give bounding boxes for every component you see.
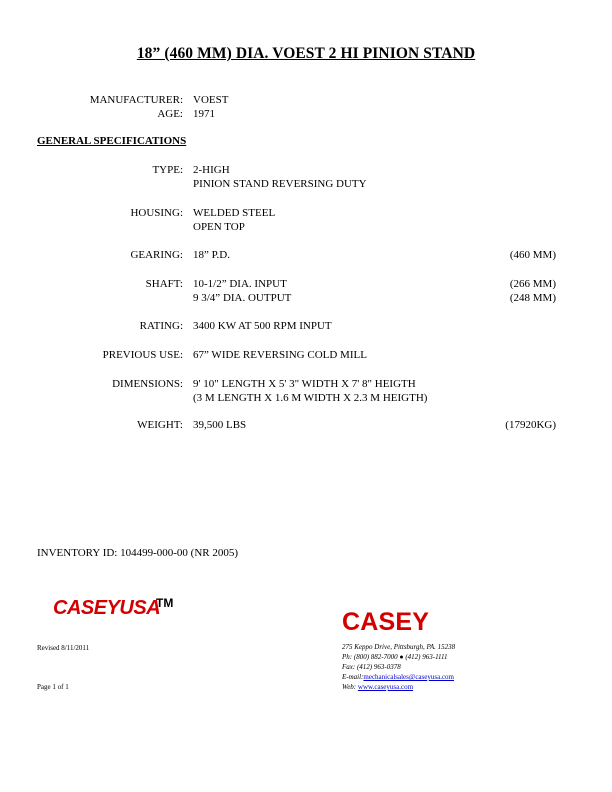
housing-line-2: OPEN TOP xyxy=(193,221,245,233)
section-title: GENERAL SPECIFICATIONS xyxy=(37,135,187,147)
shaft-label: SHAFT: xyxy=(145,278,183,290)
age-label: AGE: xyxy=(157,108,183,120)
casey-brand: CASEY xyxy=(342,608,430,636)
housing-line-1: WELDED STEEL xyxy=(193,207,276,219)
company-fax: Fax: (412) 963-0378 xyxy=(342,663,401,671)
shaft-line-2: 9 3/4” DIA. OUTPUT xyxy=(193,292,292,304)
gearing-value: 18” P.D. xyxy=(193,249,230,261)
shaft-line-1: 10-1/2” DIA. INPUT xyxy=(193,278,287,290)
web-link[interactable]: www.caseyusa.com xyxy=(357,683,414,691)
company-email xyxy=(342,672,454,682)
rating-label: RATING: xyxy=(139,320,183,332)
dimensions-label: DIMENSIONS: xyxy=(112,378,183,390)
company-address: 275 Keppo Drive, Pittsburgh, PA. 15238 xyxy=(342,643,456,651)
housing-label: HOUSING: xyxy=(130,207,183,219)
caseyusa-logo: CASEYUSA xyxy=(53,597,161,619)
type-line-2: PINION STAND REVERSING DUTY xyxy=(193,178,367,190)
rating-value: 3400 KW AT 500 RPM INPUT xyxy=(193,320,332,332)
company-web xyxy=(342,682,413,692)
email-link[interactable]: mechanicalsales@caseyusa.com xyxy=(363,673,454,681)
age-value: 1971 xyxy=(193,108,215,120)
weight-metric: (17920KG) xyxy=(505,419,556,431)
page-number: Page 1 of 1 xyxy=(37,683,69,691)
type-line-1: 2-HIGH xyxy=(193,164,230,176)
manufacturer-value: VOEST xyxy=(193,94,229,106)
weight-label: WEIGHT: xyxy=(137,419,183,431)
inventory-id: INVENTORY ID: 104499-000-00 (NR 2005) xyxy=(37,547,239,559)
email-label: E-mail: xyxy=(342,673,364,681)
previous-use-label: PREVIOUS USE: xyxy=(102,349,183,361)
shaft-metric-1: (266 MM) xyxy=(509,278,556,290)
dimensions-line-1: 9' 10" LENGTH X 5' 3" WIDTH X 7' 8" HEIGTH xyxy=(193,378,416,390)
type-label: TYPE: xyxy=(152,164,183,176)
company-phone: Ph: (800) 882-7000 ● (412) 963-1111 xyxy=(342,653,448,661)
gearing-label: GEARING: xyxy=(130,249,183,261)
manufacturer-label: MANUFACTURER: xyxy=(89,94,183,106)
shaft-metric-2: (248 MM) xyxy=(509,292,556,304)
trademark-mark: TM xyxy=(156,596,174,610)
previous-use-value: 67” WIDE REVERSING COLD MILL xyxy=(193,349,367,361)
gearing-metric: (460 MM) xyxy=(509,249,556,261)
web-label: Web: xyxy=(342,683,357,691)
document-title: 18” (460 MM) DIA. VOEST 2 HI PINION STAND xyxy=(136,45,476,62)
revised-date: Revised 8/11/2011 xyxy=(37,644,90,652)
weight-value: 39,500 LBS xyxy=(193,419,247,431)
dimensions-line-2: (3 M LENGTH X 1.6 M WIDTH X 2.3 M HEIGTH) xyxy=(193,392,428,404)
